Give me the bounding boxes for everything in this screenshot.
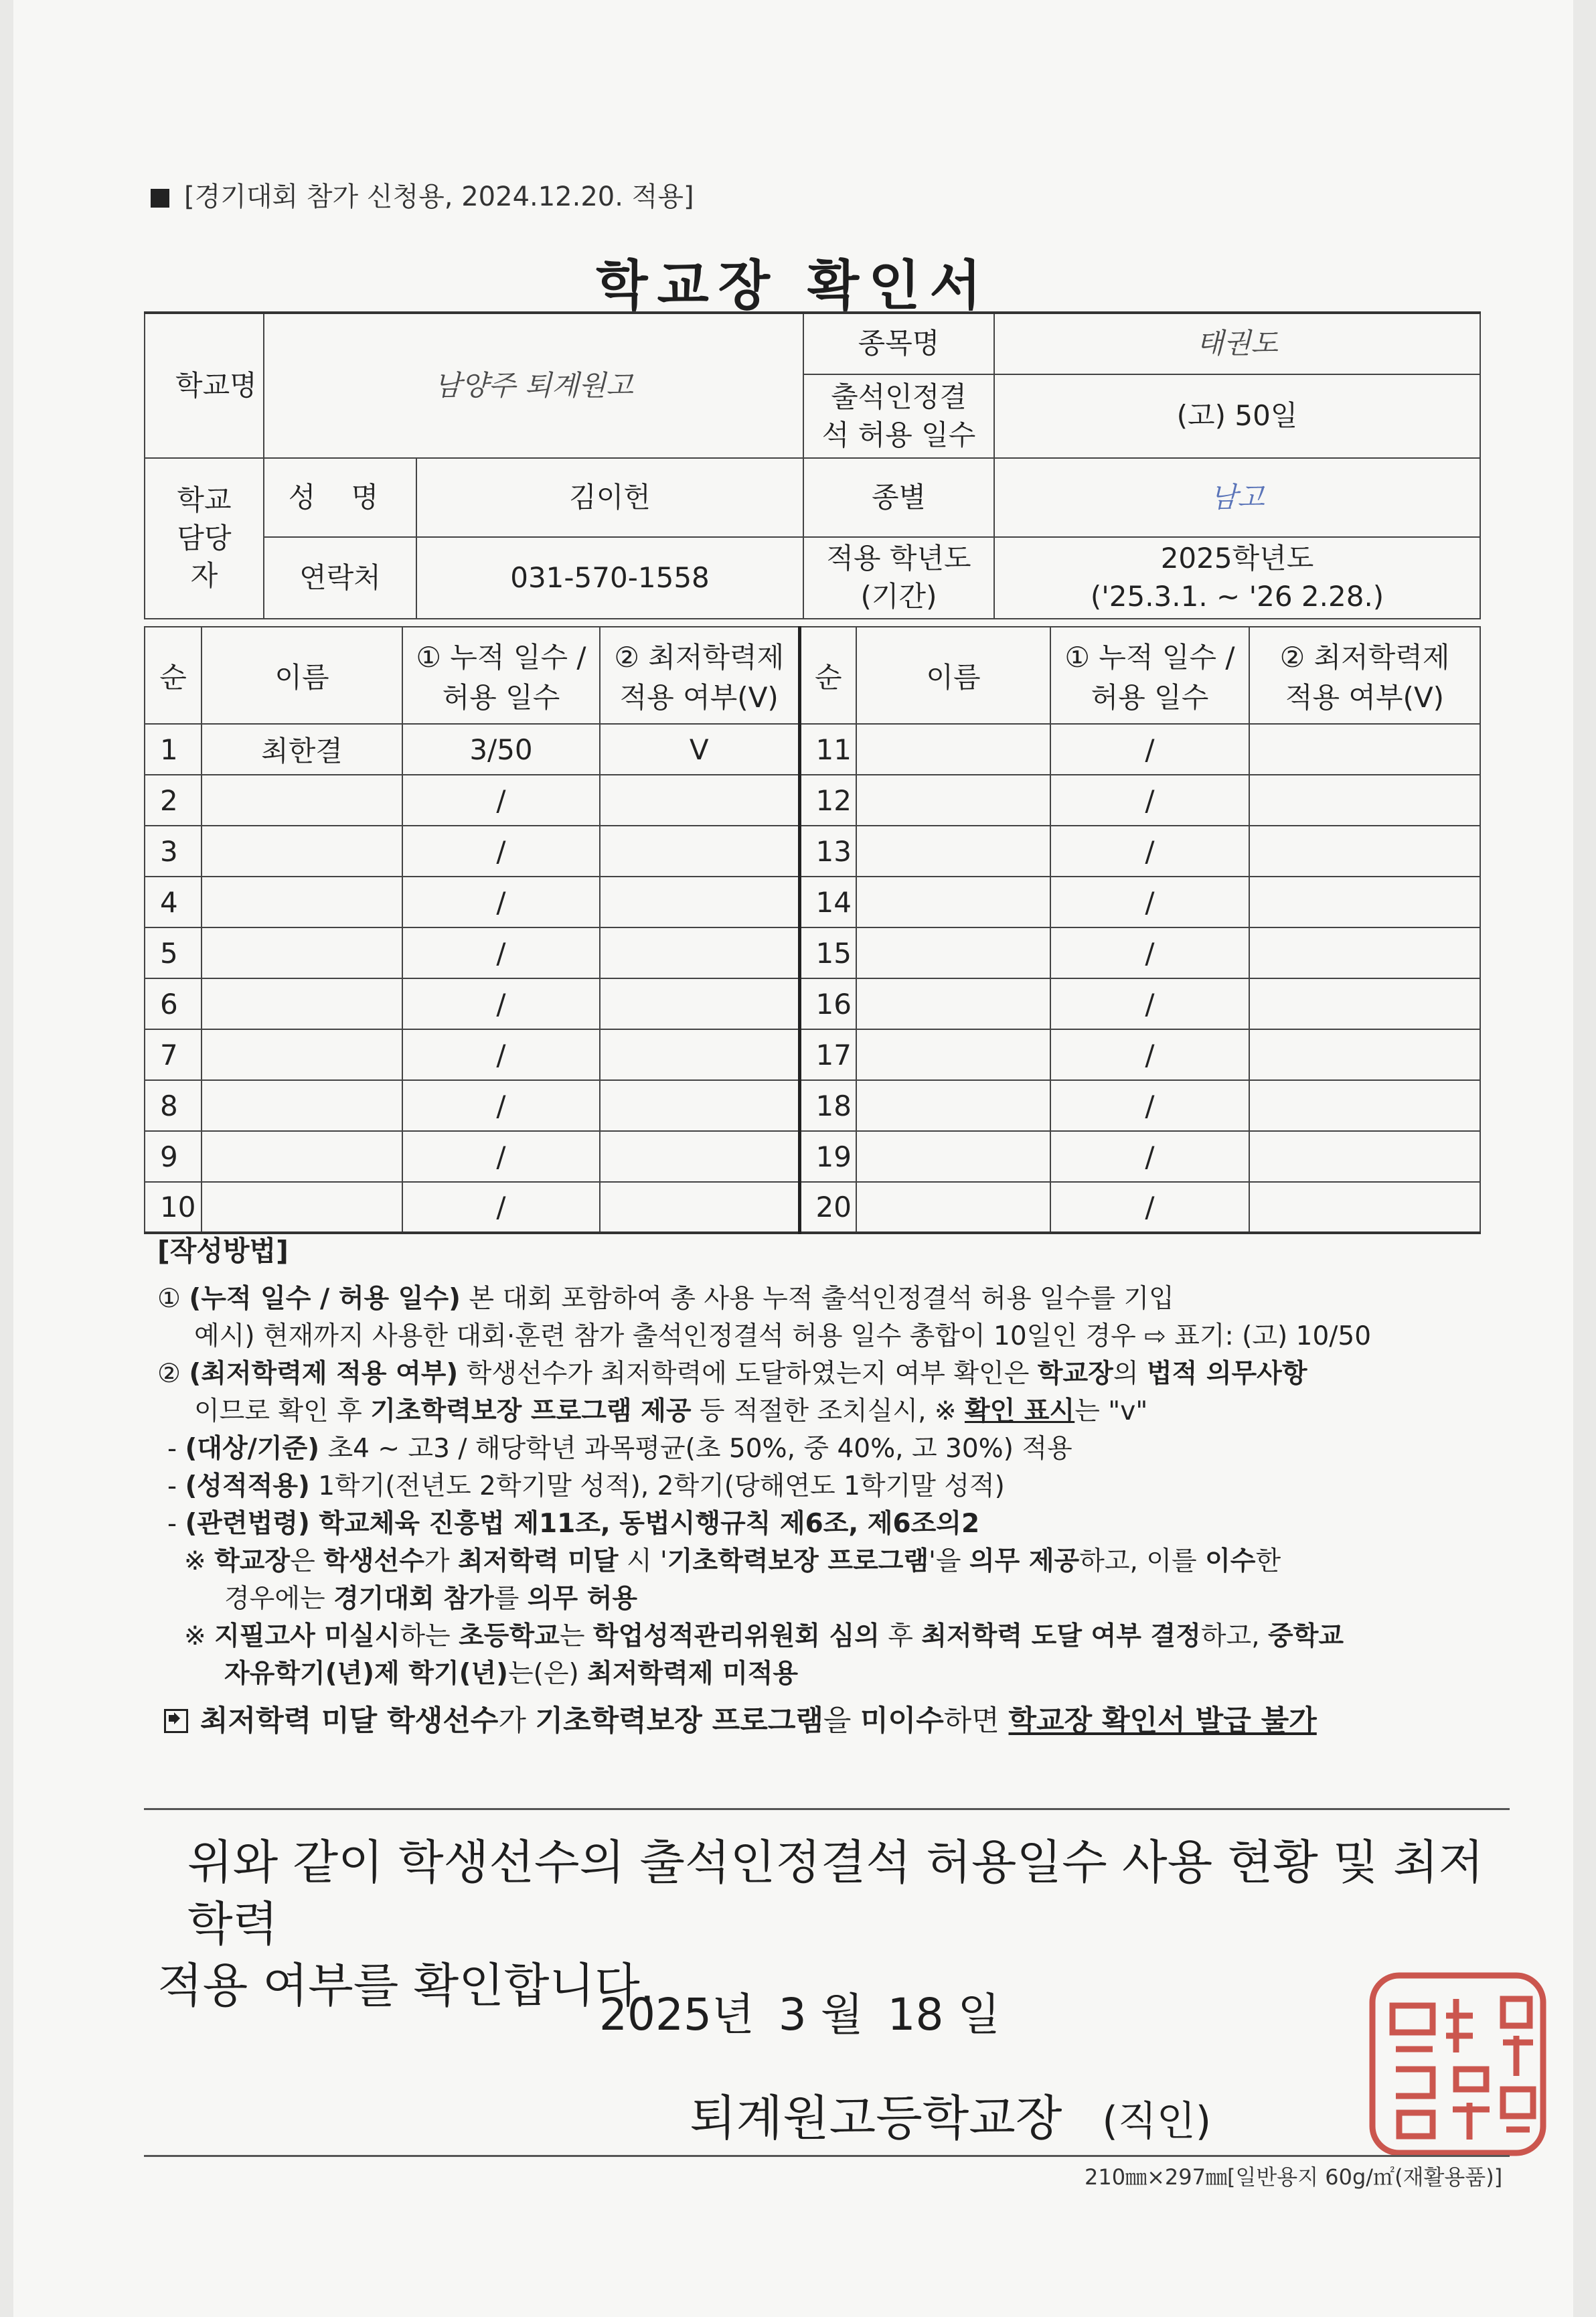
cell-name: [856, 1131, 1050, 1182]
cell-name: 최한결: [202, 724, 402, 775]
cell-minimum: [600, 1080, 799, 1131]
cell-minimum: [1249, 826, 1480, 877]
student-table-header: [145, 627, 1480, 724]
cell-name: [856, 978, 1050, 1029]
cell-days: 3/50: [402, 724, 600, 775]
cell-days: /: [1050, 724, 1249, 775]
guide-warning: 최저학력 미달 학생선수가 기초학력보장 프로그램을 미이수하면 학교장 확인서 발급 불가: [157, 1702, 1510, 1740]
document-page: [13, 0, 1573, 2317]
header-note: [경기대회 참가 신청용, 2024.12.20. 적용]: [151, 175, 694, 214]
cell-minimum: [1249, 775, 1480, 826]
cell-minimum: [1249, 1029, 1480, 1080]
cell-minimum: V: [600, 724, 799, 775]
cell-minimum: [600, 1131, 799, 1182]
cell-name: [856, 877, 1050, 927]
cell-minimum: [600, 826, 799, 877]
cell-name: [856, 775, 1050, 826]
cell-minimum: [600, 775, 799, 826]
guide-item-1-example: 예시) 현재까지 사용한 대회·훈련 참가 출석인정결석 허용 일수 총합이 10일인 경우 ⇨ 표기: (고) 10/50: [194, 1321, 1372, 1351]
cell-no: 5: [145, 927, 202, 978]
table-row: [145, 1080, 1480, 1131]
statement-line-2: 적용 여부를 확인합니다.: [157, 1958, 655, 2013]
year-value: 2025학년도: [1160, 542, 1314, 575]
cell-no: 17: [799, 1029, 856, 1080]
cell-name: [202, 1080, 402, 1131]
cell-name: [856, 1029, 1050, 1080]
cell-name: [202, 1029, 402, 1080]
cell-minimum: [600, 927, 799, 978]
cell-days: /: [1050, 877, 1249, 927]
guide-note-1: ※ 학교장은 학생선수가 최저학력 미달 시 '기초학력보장 프로그램'을 의무 제공하고, 이를 이수한: [184, 1546, 1281, 1576]
school-name-label: 학교명: [145, 313, 264, 458]
statement-line-1: 위와 같이 학생선수의 출석인정결석 허용일수 사용 현황 및 최저학력: [187, 1835, 1484, 1951]
cell-name: [202, 1182, 402, 1233]
date-day: 18 일: [887, 1989, 1001, 2040]
cell-no: 19: [799, 1131, 856, 1182]
signer: [690, 2079, 1211, 2149]
cell-no: 20: [799, 1182, 856, 1233]
date-month: 3 월: [778, 1989, 864, 2040]
guide-heading: [작성방법]: [157, 1235, 289, 1267]
cell-no: 10: [145, 1182, 202, 1233]
contact-value: 031-570-1558: [416, 537, 803, 619]
cell-days: /: [1050, 1131, 1249, 1182]
cell-days: /: [402, 1080, 600, 1131]
cell-days: /: [402, 978, 600, 1029]
table-row: [145, 724, 1480, 775]
cell-days: /: [402, 826, 600, 877]
signer-name: 퇴계원고등학교장: [690, 2090, 1062, 2146]
cell-no: 1: [145, 724, 202, 775]
cell-no: 4: [145, 877, 202, 927]
cell-minimum: [1249, 978, 1480, 1029]
issue-date: [599, 1979, 1024, 2042]
allowed-days-value: (고) 50일: [994, 374, 1480, 458]
cell-no: 2: [145, 775, 202, 826]
guide-item-2-line2: 이므로 확인 후 기초학력보장 프로그램 제공 등 적절한 조치실시, ※ 확인 표시는 "v": [194, 1396, 1148, 1426]
cell-days: /: [402, 1182, 600, 1233]
writing-guide: [157, 1232, 1510, 1740]
square-bullet-icon: [151, 189, 169, 208]
cell-no: 3: [145, 826, 202, 877]
sport-label: 종목명: [803, 313, 994, 374]
seal-label: (직인): [1102, 2098, 1212, 2145]
guide-target: - (대상/기준) 초4 ~ 고3 / 해당학년 과목평균(초 50%, 중 40%, 고 30%) 적용: [167, 1434, 1072, 1464]
name-value: 김이헌: [416, 458, 803, 537]
table-row: [145, 1131, 1480, 1182]
cell-days: /: [1050, 927, 1249, 978]
cell-name: [202, 927, 402, 978]
header-name: 이름: [202, 627, 402, 724]
cell-minimum: [1249, 1131, 1480, 1182]
cell-name: [202, 978, 402, 1029]
table-row: [145, 1182, 1480, 1233]
gender-value: 남고: [994, 458, 1480, 537]
cell-name: [202, 877, 402, 927]
cell-days: /: [402, 1131, 600, 1182]
period-value: ('25.3.1. ~ '26 2.28.): [1090, 580, 1384, 613]
header-days-right: ① 누적 일수 / 허용 일수: [1050, 627, 1249, 724]
header-days: ① 누적 일수 / 허용 일수: [402, 627, 600, 724]
guide-note-2: ※ 지필고사 미실시하는 초등학교는 학업성적관리위원회 심의 후 최저학력 도달 여부 결정하고, 중학교: [184, 1621, 1344, 1651]
cell-name: [202, 826, 402, 877]
cell-days: /: [402, 877, 600, 927]
cell-no: 15: [799, 927, 856, 978]
contact-label: 연락처: [264, 537, 416, 619]
header-no-right: 순: [799, 627, 856, 724]
document-title: 학교장 확인서: [596, 254, 991, 317]
arrow-box-icon: [164, 1709, 188, 1733]
paper-spec-footer: 210㎜×297㎜[일반용지 60g/㎡(재활용품)]: [1085, 2164, 1503, 2190]
gender-label: 종별: [803, 458, 994, 537]
name-label: 성 명: [264, 458, 416, 537]
date-year: 2025년: [599, 1989, 754, 2040]
header-minimum-right: ② 최저학력제 적용 여부(V): [1249, 627, 1480, 724]
table-row: [145, 1029, 1480, 1080]
cell-no: 18: [799, 1080, 856, 1131]
sport-value: 태권도: [994, 313, 1480, 374]
cell-no: 16: [799, 978, 856, 1029]
official-seal-stamp: [1366, 1969, 1550, 2160]
guide-item-1: ① (누적 일수 / 허용 일수) 본 대회 포함하여 총 사용 누적 출석인정결석 허용 일수를 기입: [157, 1284, 1174, 1314]
cell-days: /: [402, 1029, 600, 1080]
cell-no: 7: [145, 1029, 202, 1080]
cell-minimum: [1249, 1080, 1480, 1131]
cell-days: /: [1050, 1080, 1249, 1131]
cell-minimum: [1249, 877, 1480, 927]
allowed-days-label: 출석인정결석 허용 일수: [803, 374, 994, 458]
cell-name: [202, 775, 402, 826]
cell-name: [856, 724, 1050, 775]
cell-days: /: [1050, 775, 1249, 826]
table-row: [145, 877, 1480, 927]
guide-note-2-line2: 자유학기(년)제 학기(년)는(은) 최저학력제 미적용: [224, 1659, 799, 1689]
guide-grade: - (성적적용) 1학기(전년도 2학기말 성적), 2학기(당해연도 1학기말 성적): [167, 1471, 1005, 1501]
cell-days: /: [402, 927, 600, 978]
cell-no: 12: [799, 775, 856, 826]
cell-minimum: [600, 877, 799, 927]
student-table: [144, 626, 1481, 1234]
table-row: [145, 927, 1480, 978]
cell-days: /: [1050, 978, 1249, 1029]
cell-minimum: [600, 1029, 799, 1080]
school-name-value: 남양주 퇴계원고: [264, 313, 803, 458]
cell-name: [856, 1080, 1050, 1131]
cell-minimum: [600, 1182, 799, 1233]
guide-item-2: ② (최저학력제 적용 여부) 학생선수가 최저학력에 도달하였는지 여부 확인은 학교장의 법적 의무사항: [157, 1359, 1307, 1389]
cell-minimum: [1249, 927, 1480, 978]
cell-no: 14: [799, 877, 856, 927]
cell-name: [856, 1182, 1050, 1233]
table-row: [145, 826, 1480, 877]
guide-note-1-line2: 경우에는 경기대회 참가를 의무 허용: [224, 1584, 638, 1614]
header-no: 순: [145, 627, 202, 724]
divider-line: [144, 1808, 1510, 1810]
cell-no: 8: [145, 1080, 202, 1131]
header-minimum: ② 최저학력제 적용 여부(V): [600, 627, 799, 724]
cell-no: 11: [799, 724, 856, 775]
table-row: [145, 978, 1480, 1029]
header-name-right: 이름: [856, 627, 1050, 724]
bottom-line: [144, 2155, 1510, 2157]
guide-law: - (관련법령) 학교체육 진흥법 제11조, 동법시행규칙 제6조, 제6조의2: [167, 1509, 980, 1539]
cell-name: [202, 1131, 402, 1182]
cell-days: /: [1050, 1029, 1249, 1080]
cell-no: 13: [799, 826, 856, 877]
cell-days: /: [402, 775, 600, 826]
cell-minimum: [1249, 724, 1480, 775]
cell-no: 6: [145, 978, 202, 1029]
table-row: [145, 775, 1480, 826]
cell-name: [856, 826, 1050, 877]
cell-days: /: [1050, 826, 1249, 877]
cell-minimum: [1249, 1182, 1480, 1233]
cell-days: /: [1050, 1182, 1249, 1233]
cell-minimum: [600, 978, 799, 1029]
info-table: [144, 311, 1481, 619]
year-label: 적용 학년도 (기간): [803, 537, 994, 619]
manager-label: 학교 담당자: [145, 458, 264, 619]
year-value-cell: [994, 537, 1480, 619]
cell-name: [856, 927, 1050, 978]
cell-no: 9: [145, 1131, 202, 1182]
